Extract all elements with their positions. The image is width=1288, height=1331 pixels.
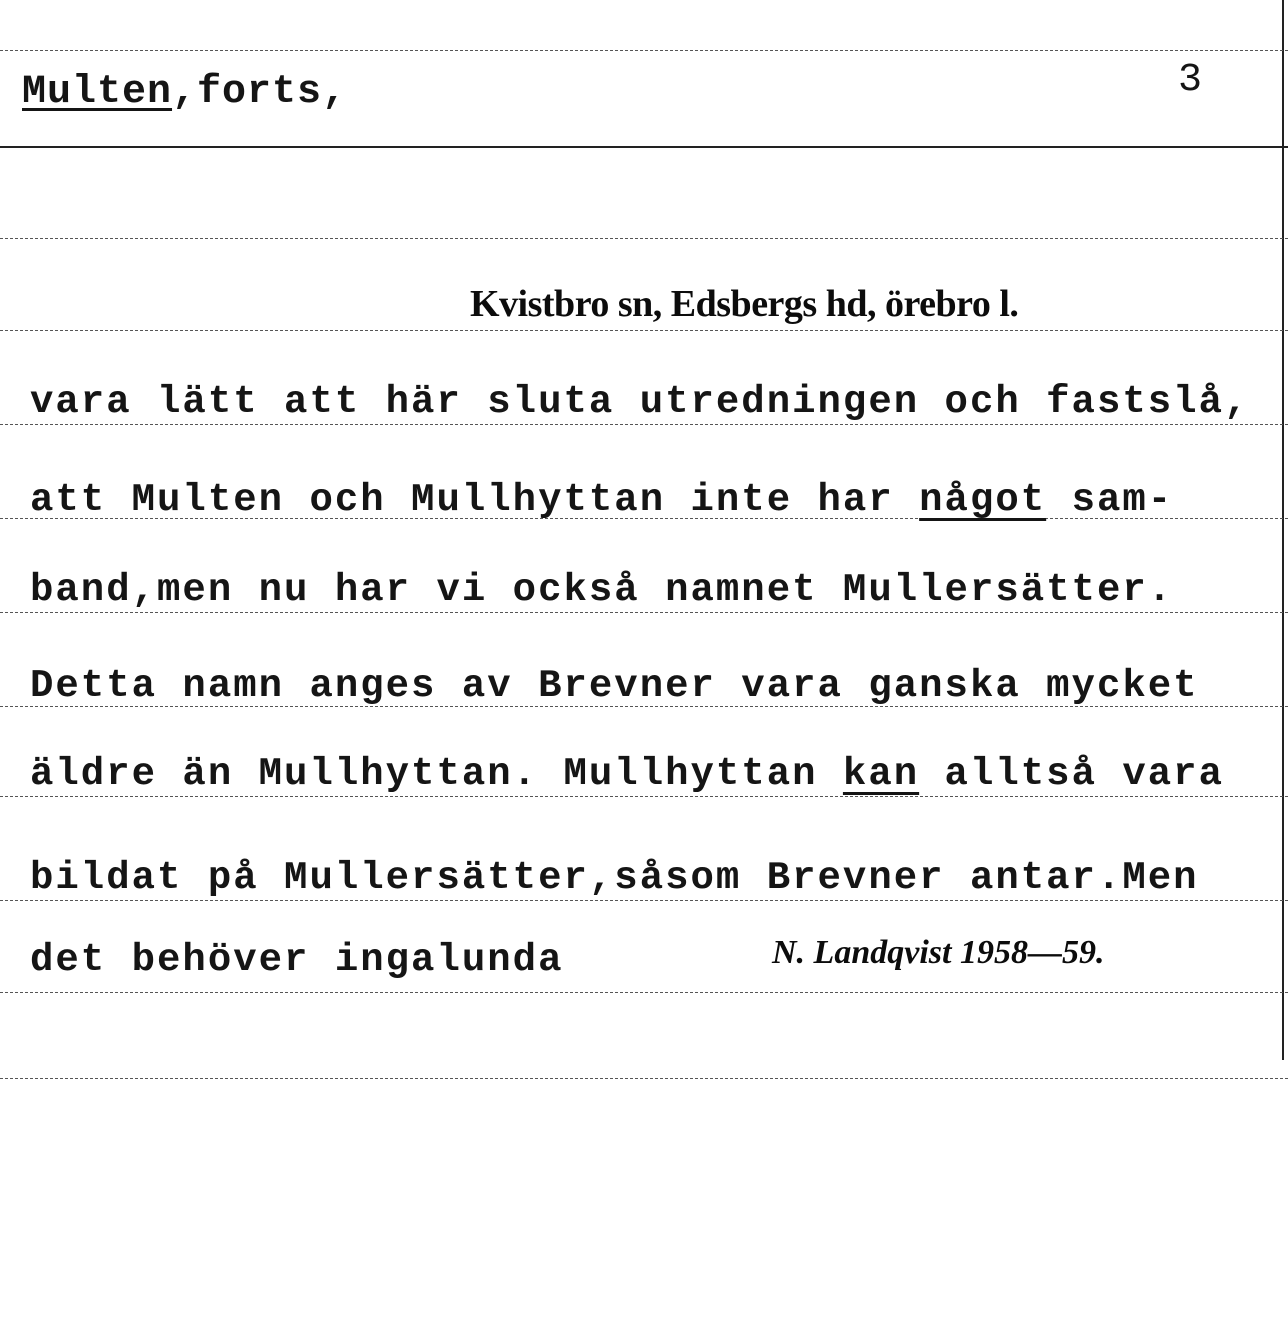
text-line-2	[30, 478, 1173, 522]
card-heading	[22, 70, 347, 115]
text-line-1: vara lätt att här sluta utredningen och fastslå,	[30, 380, 1250, 424]
heading-rest: ,forts,	[172, 70, 348, 115]
ruled-line	[0, 992, 1288, 993]
heading-keyword: Multen	[22, 70, 173, 115]
text-line-6: bildat på Mullersätter,såsom Brevner antar.Men	[30, 856, 1199, 900]
ruled-line	[0, 238, 1288, 239]
text-line-7: det behöver ingalunda	[30, 938, 564, 982]
author-signature: N. Landqvist 1958—59.	[772, 934, 1105, 971]
ruled-line	[0, 796, 1288, 797]
ruled-line	[0, 50, 1288, 51]
text-line-5-start: äldre än Mullhyttan. Mullhyttan	[30, 752, 843, 796]
text-line-2-end: sam-	[1046, 478, 1174, 522]
text-line-2-start: att Multen och Mullhyttan inte har	[30, 478, 920, 522]
ruled-line	[0, 330, 1288, 331]
text-line-3: band,men nu har vi också namnet Mullersätter.	[30, 568, 1174, 612]
underlined-word-kan: kan	[842, 752, 920, 796]
ruled-line	[0, 900, 1288, 901]
ruled-line	[0, 424, 1288, 425]
card-right-edge	[1282, 0, 1284, 1060]
ruled-line	[0, 612, 1288, 613]
text-line-4: Detta namn anges av Brevner vara ganska mycket	[30, 664, 1199, 708]
page-number: 3	[1178, 58, 1203, 103]
text-line-5	[30, 752, 1224, 796]
text-line-5-end: alltså vara	[919, 752, 1224, 796]
header-divider	[0, 146, 1288, 148]
underlined-word-nagot: något	[919, 478, 1047, 522]
location-label: Kvistbro sn, Edsbergs hd, örebro l.	[470, 283, 1019, 325]
ruled-line	[0, 1078, 1288, 1079]
